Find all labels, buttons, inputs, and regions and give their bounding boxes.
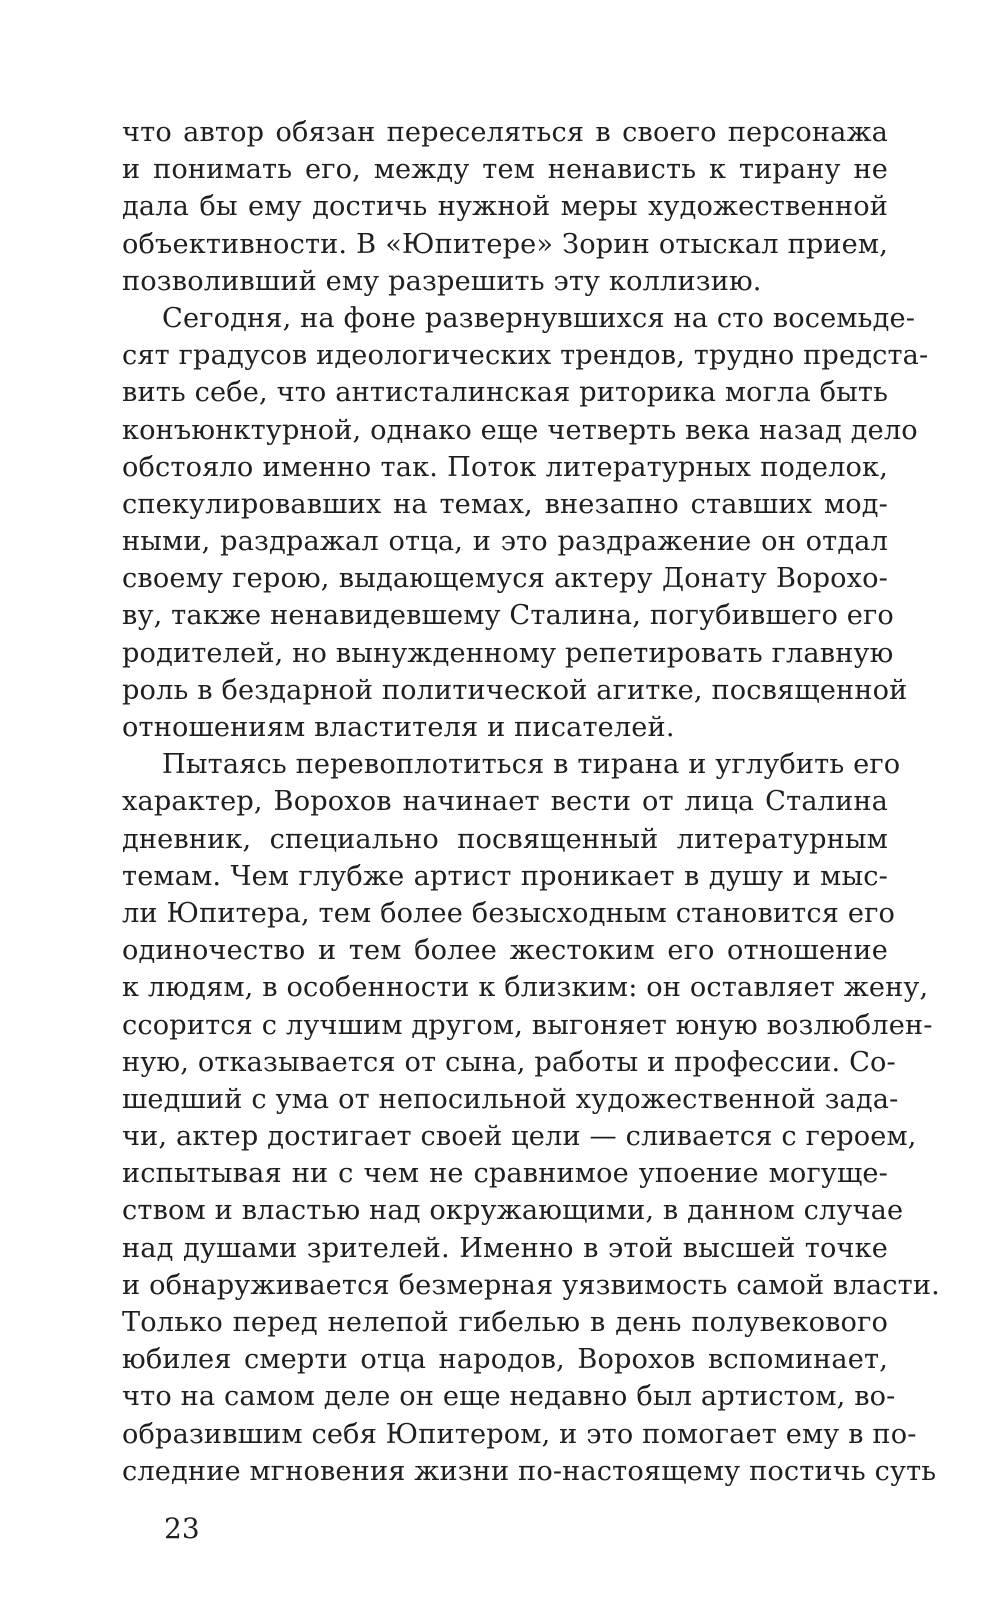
text-line: образившим себя Юпитером, и это помогает ему в по-: [122, 1418, 917, 1450]
text-line: позволивший ему разрешить эту коллизию.: [122, 265, 762, 297]
text-line: одиночество и тем более жестоким его отношение: [122, 935, 888, 967]
text-line: темам. Чем глубже артист проникает в душу и мыс-: [122, 860, 888, 892]
text-line: испытывая ни с чем не сравнимое упоение могуще-: [122, 1158, 888, 1190]
text-line: шедший с ума от непосильной художественной зада-: [122, 1083, 899, 1115]
text-line: ли Юпитера, тем более безысходным становится его: [122, 897, 895, 929]
text-line: дала бы ему достичь нужной меры художественной: [122, 191, 888, 223]
text-line: ством и властью над окружающими, в данном случае: [122, 1195, 904, 1227]
text-line: характер, Ворохов начинает вести от лица Сталина: [122, 786, 888, 818]
text-line: юбилея смерти отца народов, Ворохов вспоминает,: [122, 1344, 888, 1376]
text-line: следние мгновения жизни по-настоящему постичь суть: [122, 1455, 937, 1487]
text-line: что автор обязан переселяться в своего персонажа: [122, 117, 888, 148]
text-line: Сегодня, на фоне развернувшихся на сто восемьде-: [162, 302, 916, 334]
text-line: и обнаруживается безмерная уязвимость самой власти.: [122, 1269, 940, 1301]
text-line: роль в бездарной политической агитке, посвященной: [122, 674, 908, 706]
text-line: сят градусов идеологических трендов, трудно предста-: [122, 340, 929, 372]
text-line: отношениям властителя и писателей.: [122, 712, 675, 743]
text-line: родителей, но вынужденному репетировать главную: [122, 637, 894, 669]
text-line: ную, отказывается от сына, работы и профессии. Со-: [122, 1046, 896, 1078]
text-line: Только перед нелепой гибелью в день полувекового: [122, 1307, 888, 1338]
paragraph-1: [122, 114, 888, 300]
text-line: к людям, в особенности к близким: он оставляет жену,: [122, 972, 929, 1004]
text-line: над душами зрителей. Именно в этой высшей точке: [122, 1232, 888, 1264]
text-line: спекулировавших на темах, внезапно ставших мод-: [122, 488, 888, 520]
text-line: ными, раздражал отца, и это раздражение он отдал: [122, 526, 888, 558]
body-text: [122, 114, 940, 1490]
text-line: дневник, специально посвященный литературным: [122, 823, 888, 855]
text-line: обстояло именно так. Поток литературных поделок,: [122, 451, 888, 483]
paragraph-2: [122, 300, 929, 746]
paragraph-3: [122, 746, 940, 1490]
text-line: своему герою, выдающемуся актеру Донату Ворохо-: [122, 563, 888, 595]
page-number: 23: [164, 1512, 200, 1545]
text-line: конъюнктурной, однако еще четверть века назад дело: [122, 414, 918, 446]
text-line: объективности. В «Юпитере» Зорин отыскал прием,: [122, 228, 888, 260]
text-line: Пытаясь перевоплотиться в тирана и углубить его: [162, 749, 901, 781]
text-line: ву, также ненавидевшему Сталина, погубившего его: [122, 600, 894, 632]
text-line: что на самом деле он еще недавно был артистом, во-: [122, 1381, 896, 1413]
text-line: ссорится с лучшим другом, выгоняет юную возлюблен-: [122, 1009, 933, 1041]
text-line: чи, актер достигает своей цели — сливается с героем,: [122, 1121, 917, 1153]
text-line: и понимать его, между тем ненависть к тирану не: [122, 154, 888, 186]
text-line: вить себе, что антисталинская риторика могла быть: [122, 377, 889, 409]
